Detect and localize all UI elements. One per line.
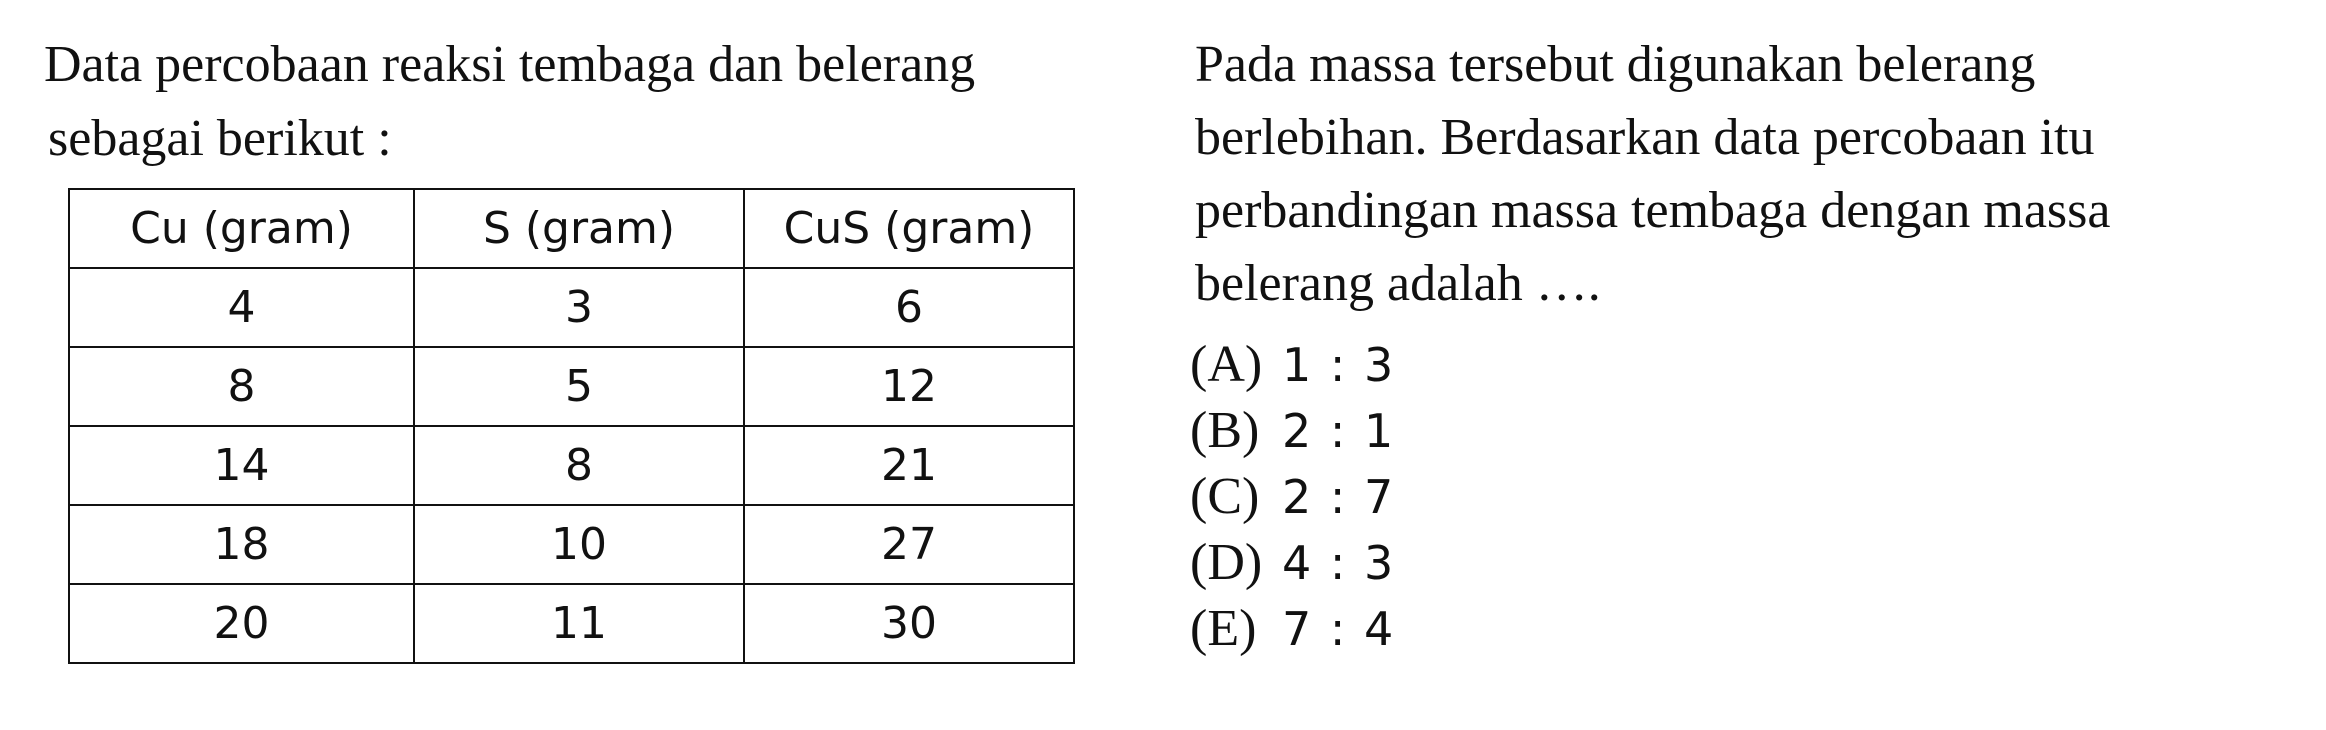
option-b[interactable] [1190,398,1395,464]
header-cus: CuS (gram) [744,189,1074,268]
option-value: 1 : 3 [1282,338,1396,392]
option-a[interactable] [1190,332,1395,398]
option-e[interactable] [1190,596,1395,662]
cell-s: 11 [414,584,744,663]
cell-cus: 12 [744,347,1074,426]
option-letter: (D) [1190,534,1263,591]
header-cu: Cu (gram) [69,189,414,268]
cell-cus: 21 [744,426,1074,505]
cell-cu: 18 [69,505,414,584]
cell-cu: 20 [69,584,414,663]
option-letter: (E) [1190,600,1257,657]
cell-cus: 27 [744,505,1074,584]
option-value: 7 : 4 [1282,602,1396,656]
cell-cus: 6 [744,268,1074,347]
intro-line-1: Data percobaan reaksi tembaga dan belerang [44,36,976,93]
option-value: 4 : 3 [1282,536,1396,590]
cell-cus: 30 [744,584,1074,663]
intro-line-2: sebagai berikut : [48,110,392,167]
experiment-data-table [68,188,1075,664]
option-value: 2 : 7 [1282,470,1396,524]
table-row [69,347,1074,426]
table-header-row [69,189,1074,268]
cell-s: 8 [414,426,744,505]
header-s: S (gram) [414,189,744,268]
question-line-4: belerang adalah …. [1195,255,1601,312]
option-value: 2 : 1 [1282,404,1396,458]
cell-cu: 8 [69,347,414,426]
cell-s: 10 [414,505,744,584]
table-row [69,268,1074,347]
cell-s: 3 [414,268,744,347]
question-line-1: Pada massa tersebut digunakan belerang [1195,36,2036,93]
option-c[interactable] [1190,464,1395,530]
table-row [69,426,1074,505]
table-row [69,505,1074,584]
option-letter: (C) [1190,468,1260,525]
option-letter: (A) [1190,336,1263,393]
cell-cu: 4 [69,268,414,347]
option-letter: (B) [1190,402,1260,459]
question-line-3: perbandingan massa tembaga dengan massa [1195,182,2111,239]
option-d[interactable] [1190,530,1395,596]
answer-options [1190,332,1395,662]
cell-cu: 14 [69,426,414,505]
cell-s: 5 [414,347,744,426]
intro-text [44,28,1184,176]
question-line-2: berlebihan. Berdasarkan data percobaan itu [1195,109,2095,166]
table-row [69,584,1074,663]
question-text [1195,28,2305,320]
